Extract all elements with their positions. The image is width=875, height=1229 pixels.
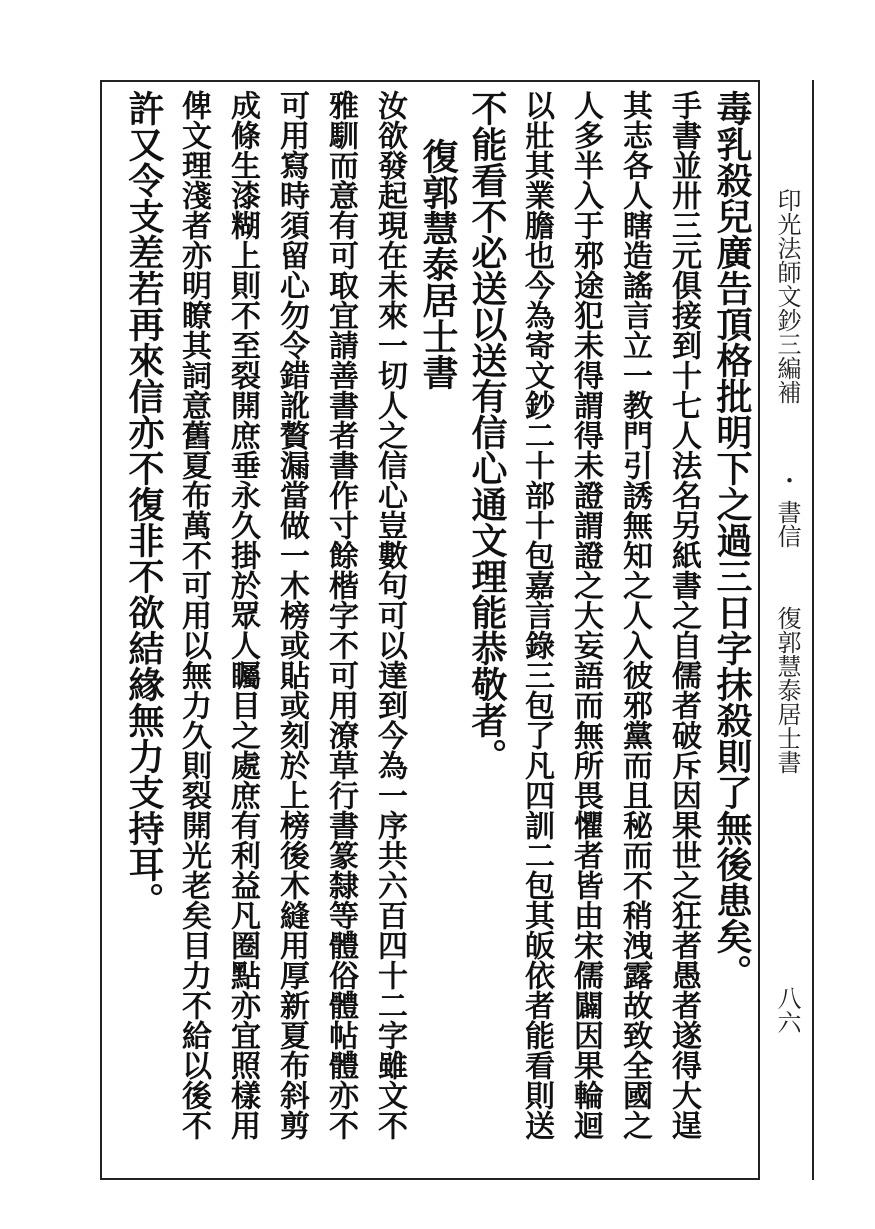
text-column-4: 人多半入于邪途犯未得謂得未證謂證之大妄語而無所畏懼者皆由宋儒闢因果輪迴: [568, 90, 603, 1140]
letter-heading: 復郭慧泰居士書: [417, 138, 459, 390]
margin-rule: [812, 80, 814, 1180]
text-column-1: 毒乳殺兒廣告頂格批明下之過三日字抹殺則了無後患矣。: [711, 90, 753, 990]
text-column-11: 成條生漆糊上則不至裂開庶垂永久掛於眾人矚目之處庶有利益凡圈點亦宜照樣用: [225, 90, 260, 1140]
margin-page-number: 八六: [773, 986, 801, 1034]
text-column-9: 雅馴而意有可取宜請善書者書作寸餘楷字不可用潦草行書篆隸等體俗體帖體亦不: [323, 90, 358, 1140]
text-column-13: 許又令支差若再來信亦不復非不欲結緣無力支持耳。: [123, 90, 165, 918]
text-column-8: 汝欲發起現在未來一切人之信心豈數句可以達到今為一序共六百四十二字雖文不: [372, 90, 407, 1140]
text-column-5: 以壯其業膽也今為寄文鈔二十部十包嘉言錄三包了凡四訓二包其皈依者能看則送: [519, 90, 554, 1140]
margin-book-title: 印光法師文鈔三編補: [773, 188, 801, 404]
margin-section: 書信: [773, 500, 801, 548]
text-column-6: 不能看不必送以送有信心通文理能恭敬者。: [466, 90, 508, 774]
text-column-3: 其志各人瞎造謠言立一教門引誘無知之人入彼邪黨而且秘而不稍洩露故致全國之: [617, 90, 652, 1140]
text-column-10: 可用寫時須留心勿令錯訛贅漏當做一木榜或貼或刻於上榜後木縫用厚新夏布斜剪: [274, 90, 309, 1140]
text-column-2: 手書並卅三元俱接到十七人法名另紙書之自儒者破斥因果世之狂者愚者遂得大逞: [666, 90, 701, 1140]
margin-separator: ・: [773, 468, 801, 492]
text-column-12: 俾文理淺者亦明瞭其詞意舊夏布萬不可用以無力久則裂開光老矣目力不給以後不: [176, 90, 211, 1140]
margin-chapter: 復郭慧泰居士書: [773, 606, 801, 774]
